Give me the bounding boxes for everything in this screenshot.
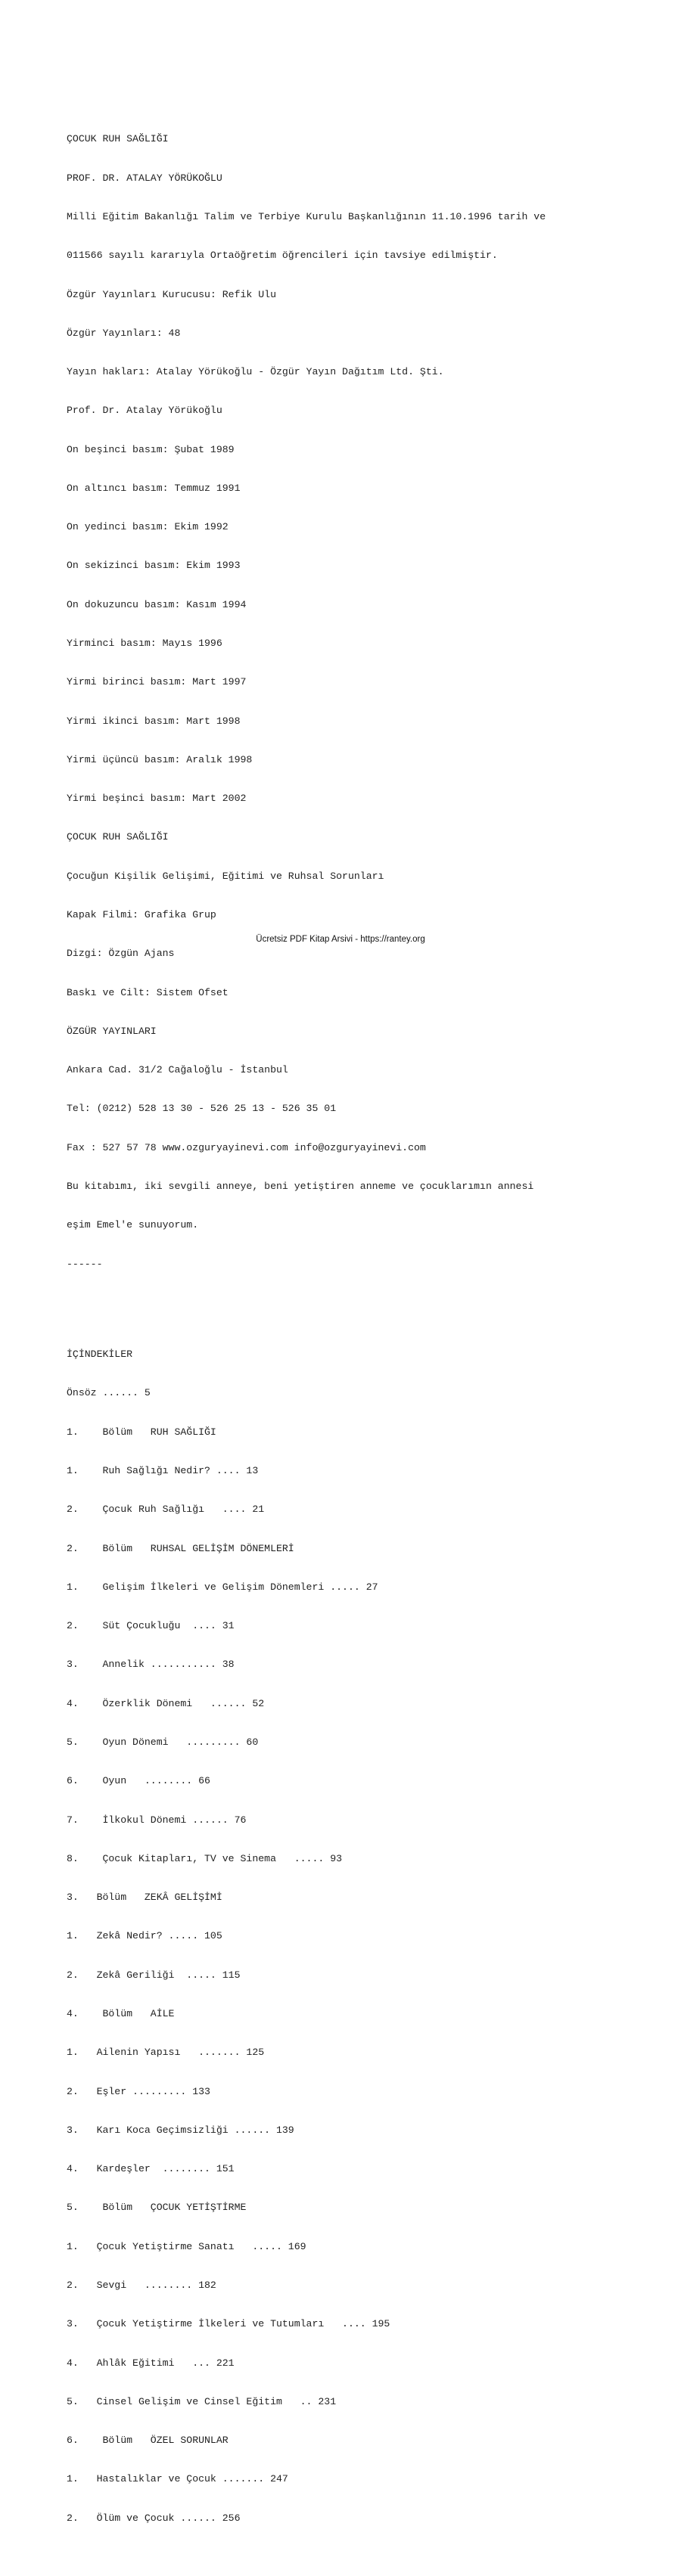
toc-part-heading: 2. Bölüm RUHSAL GELİŞİM DÖNEMLERİ [67, 1542, 294, 1554]
publisher-founder: Özgür Yayınları Kurucusu: Refik Ulu [67, 288, 276, 300]
edition-line: Yirmi beşinci basım: Mart 2002 [67, 793, 247, 805]
separator: ------ [67, 1258, 103, 1270]
toc-entry: 5. Cinsel Gelişim ve Cinsel Eğitim .. 231 [67, 2395, 337, 2407]
toc-entry: 2. Eşler ......... 133 [67, 2085, 210, 2097]
edition-line: On dokuzuncu basım: Kasım 1994 [67, 598, 247, 610]
toc-entry: 1. Çocuk Yetiştirme Sanatı ..... 169 [67, 2240, 306, 2252]
edition-line: Yirmi birinci basım: Mart 1997 [67, 676, 247, 688]
edition-line: On sekizinci basım: Ekim 1993 [67, 560, 241, 572]
cover-film-credit: Kapak Filmi: Grafika Grup [67, 909, 216, 920]
toc-entry: 1. Ailenin Yapısı ....... 125 [67, 2047, 265, 2059]
toc-entry: 4. Kardeşler ........ 151 [67, 2163, 235, 2175]
toc-entry: 3. Çocuk Yetiştirme İlkeleri ve Tutumları .... 195 [67, 2318, 390, 2330]
toc-entry: 5. Oyun Dönemi ......... 60 [67, 1736, 259, 1748]
publisher-name: ÖZGÜR YAYINLARI [67, 1025, 157, 1037]
ministry-note-line-2: 011566 sayılı kararıyla Ortaöğretim öğrencileri için tavsiye edilmiştir. [67, 250, 498, 262]
book-title-repeat: ÇOCUK RUH SAĞLIĞI [67, 831, 169, 843]
book-title: ÇOCUK RUH SAĞLIĞI [67, 133, 169, 145]
edition-line: Yirmi üçüncü basım: Aralık 1998 [67, 753, 253, 765]
edition-line: Yirmi ikinci basım: Mart 1998 [67, 715, 241, 727]
toc-entry: 1. Zekâ Nedir? ..... 105 [67, 1930, 222, 1942]
front-matter [67, 107, 546, 1296]
book-subtitle: Çocuğun Kişilik Gelişimi, Eğitimi ve Ruhsal Sorunları [67, 870, 384, 882]
toc-heading: İÇİNDEKİLER [67, 1349, 133, 1361]
edition-line: On altıncı basım: Temmuz 1991 [67, 482, 241, 494]
toc-part-heading: 4. Bölüm AİLE [67, 2007, 175, 2019]
printing-credit: Baskı ve Cilt: Sistem Ofset [67, 986, 229, 998]
edition-line: On yedinci basım: Ekim 1992 [67, 521, 229, 533]
toc-part-heading: 6. Bölüm ÖZEL SORUNLAR [67, 2435, 229, 2447]
table-of-contents [67, 1322, 546, 2550]
toc-entry: 1. Hastalıklar ve Çocuk ....... 247 [67, 2473, 288, 2485]
toc-entry: 2. Çocuk Ruh Sağlığı .... 21 [67, 1504, 265, 1516]
author-line: PROF. DR. ATALAY YÖRÜKOĞLU [67, 172, 222, 184]
toc-entry: 3. Annelik ........... 38 [67, 1659, 235, 1671]
author-name: Prof. Dr. Atalay Yörükoğlu [67, 405, 222, 417]
dedication-line-1: Bu kitabımı, iki sevgili anneye, beni yetiştiren anneme ve çocuklarımın annesi [67, 1180, 534, 1192]
publisher-address: Ankara Cad. 31/2 Cağaloğlu - İstanbul [67, 1064, 288, 1076]
edition-line: On beşinci basım: Şubat 1989 [67, 443, 235, 455]
publisher-fax-web: Fax : 527 57 78 www.ozguryayinevi.com info@ozguryayinevi.com [67, 1141, 426, 1153]
toc-entry: 2. Süt Çocukluğu .... 31 [67, 1620, 235, 1632]
toc-entry: 4. Ahlâk Eğitimi ... 221 [67, 2357, 235, 2369]
publisher-series-number: Özgür Yayınları: 48 [67, 327, 181, 339]
toc-entry: 8. Çocuk Kitapları, TV ve Sinema ..... 93 [67, 1852, 343, 1864]
toc-part-heading: 5. Bölüm ÇOCUK YETİŞTİRME [67, 2202, 247, 2214]
document-body [67, 81, 546, 2576]
typesetting-credit: Dizgi: Özgün Ajans [67, 948, 175, 960]
ministry-note-line-1: Milli Eğitim Bakanlığı Talim ve Terbiye Kurulu Başkanlığının 11.10.1996 tarih ve [67, 210, 546, 222]
toc-entry: 3. Karı Koca Geçimsizliği ...... 139 [67, 2124, 294, 2136]
toc-entry: 2. Sevgi ........ 182 [67, 2279, 216, 2291]
toc-entry: 6. Oyun ........ 66 [67, 1775, 210, 1787]
toc-entry: 4. Özerklik Dönemi ...... 52 [67, 1697, 265, 1709]
publisher-phone: Tel: (0212) 528 13 30 - 526 25 13 - 526 35 01 [67, 1103, 337, 1115]
toc-part-heading: 3. Bölüm ZEKÂ GELİŞİMİ [67, 1892, 222, 1904]
toc-entry: 1. Gelişim İlkeleri ve Gelişim Dönemleri ..... 27 [67, 1581, 378, 1593]
copyright-line: Yayın hakları: Atalay Yörükoğlu - Özgür Yayın Dağıtım Ltd. Şti. [67, 366, 444, 378]
toc-entry: 2. Zekâ Geriliği ..... 115 [67, 1969, 241, 1981]
toc-entry: 2. Ölüm ve Çocuk ...... 256 [67, 2512, 241, 2524]
toc-entry: 1. Ruh Sağlığı Nedir? .... 13 [67, 1465, 259, 1477]
edition-line: Yirminci basım: Mayıs 1996 [67, 638, 222, 650]
toc-entry: Önsöz ...... 5 [67, 1387, 151, 1399]
dedication-line-2: eşim Emel'e sunuyorum. [67, 1219, 199, 1231]
toc-entry: 7. İlkokul Dönemi ...... 76 [67, 1814, 247, 1826]
page-footer: Ücretsiz PDF Kitap Arsivi - https://rantey.org [256, 935, 425, 944]
toc-part-heading: 1. Bölüm RUH SAĞLIĞI [67, 1426, 216, 1438]
